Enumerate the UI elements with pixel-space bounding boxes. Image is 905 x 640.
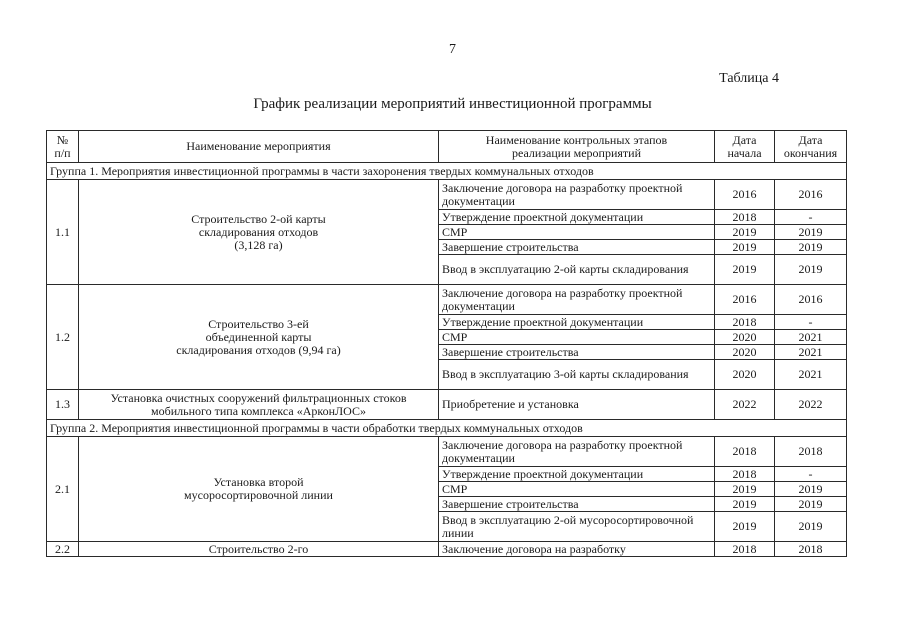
item-number: 1.2 bbox=[47, 285, 79, 390]
document-title: График реализации мероприятий инвестиционной программы bbox=[253, 96, 652, 112]
start-date: 2016 bbox=[715, 180, 775, 210]
stage-name: Утверждение проектной документации bbox=[439, 315, 715, 330]
end-date: 2016 bbox=[775, 180, 847, 210]
end-date: 2018 bbox=[775, 437, 847, 467]
start-date: 2018 bbox=[715, 437, 775, 467]
start-date: 2018 bbox=[715, 542, 775, 557]
group-title: Группа 1. Мероприятия инвестиционной программы в части захоронения твердых коммунальных отходов bbox=[47, 163, 847, 180]
end-date: 2022 bbox=[775, 390, 847, 420]
header-event: Наименование мероприятия bbox=[79, 131, 439, 163]
start-date: 2019 bbox=[715, 225, 775, 240]
start-date: 2020 bbox=[715, 330, 775, 345]
header-end: Дата окончания bbox=[775, 131, 847, 163]
end-date: 2021 bbox=[775, 360, 847, 390]
start-date: 2019 bbox=[715, 240, 775, 255]
start-date: 2018 bbox=[715, 210, 775, 225]
table-body bbox=[47, 163, 847, 557]
item-number: 1.3 bbox=[47, 390, 79, 420]
group-row bbox=[47, 163, 847, 180]
start-date: 2018 bbox=[715, 315, 775, 330]
stage-name: Утверждение проектной документации bbox=[439, 210, 715, 225]
stage-name: Заключение договора на разработку проектной документации bbox=[439, 285, 715, 315]
start-date: 2016 bbox=[715, 285, 775, 315]
item-name: Строительство 3-ей объединенной карты складирования отходов (9,94 га) bbox=[79, 285, 439, 390]
end-date: 2018 bbox=[775, 542, 847, 557]
stage-name: Ввод в эксплуатацию 2-ой карты складирования bbox=[439, 255, 715, 285]
start-date: 2020 bbox=[715, 345, 775, 360]
group-row bbox=[47, 420, 847, 437]
item-name: Установка второй мусоросортировочной линии bbox=[79, 437, 439, 542]
stage-name: Завершение строительства bbox=[439, 240, 715, 255]
start-date: 2018 bbox=[715, 467, 775, 482]
stage-name: Завершение строительства bbox=[439, 345, 715, 360]
stage-name: СМР bbox=[439, 330, 715, 345]
stage-name: Заключение договора на разработку проектной документации bbox=[439, 180, 715, 210]
stage-name: Ввод в эксплуатацию 3-ой карты складирования bbox=[439, 360, 715, 390]
page-number: 7 bbox=[449, 42, 456, 57]
start-date: 2020 bbox=[715, 360, 775, 390]
end-date: 2019 bbox=[775, 255, 847, 285]
stage-name: СМР bbox=[439, 225, 715, 240]
end-date: 2019 bbox=[775, 482, 847, 497]
stage-name: Завершение строительства bbox=[439, 497, 715, 512]
table-row bbox=[47, 180, 847, 210]
item-name: Установка очистных сооружений фильтрационных стоков мобильного типа комплекса «АрконЛОС» bbox=[79, 390, 439, 420]
stage-name: СМР bbox=[439, 482, 715, 497]
end-date: 2019 bbox=[775, 497, 847, 512]
end-date: - bbox=[775, 210, 847, 225]
item-number: 2.1 bbox=[47, 437, 79, 542]
header-num: № п/п bbox=[47, 131, 79, 163]
header-stage: Наименование контрольных этапов реализации мероприятий bbox=[439, 131, 715, 163]
stage-name: Ввод в эксплуатацию 2-ой мусоросортировочной линии bbox=[439, 512, 715, 542]
start-date: 2019 bbox=[715, 497, 775, 512]
schedule-table bbox=[46, 130, 847, 557]
start-date: 2022 bbox=[715, 390, 775, 420]
stage-name: Приобретение и установка bbox=[439, 390, 715, 420]
table-row bbox=[47, 437, 847, 467]
item-name: Строительство 2-го bbox=[79, 542, 439, 557]
stage-name: Утверждение проектной документации bbox=[439, 467, 715, 482]
end-date: 2019 bbox=[775, 240, 847, 255]
table-label: Таблица 4 bbox=[719, 71, 779, 86]
item-name: Строительство 2-ой карты складирования отходов (3,128 га) bbox=[79, 180, 439, 285]
start-date: 2019 bbox=[715, 482, 775, 497]
table-row bbox=[47, 542, 847, 557]
end-date: 2016 bbox=[775, 285, 847, 315]
stage-name: Заключение договора на разработку проектной документации bbox=[439, 437, 715, 467]
item-number: 2.2 bbox=[47, 542, 79, 557]
group-title: Группа 2. Мероприятия инвестиционной программы в части обработки твердых коммунальных отходов bbox=[47, 420, 847, 437]
end-date: 2021 bbox=[775, 345, 847, 360]
table-row bbox=[47, 390, 847, 420]
table-row bbox=[47, 285, 847, 315]
end-date: - bbox=[775, 315, 847, 330]
start-date: 2019 bbox=[715, 255, 775, 285]
end-date: 2019 bbox=[775, 512, 847, 542]
header-start: Дата начала bbox=[715, 131, 775, 163]
end-date: 2021 bbox=[775, 330, 847, 345]
stage-name: Заключение договора на разработку bbox=[439, 542, 715, 557]
end-date: - bbox=[775, 467, 847, 482]
header-row bbox=[47, 131, 847, 163]
item-number: 1.1 bbox=[47, 180, 79, 285]
start-date: 2019 bbox=[715, 512, 775, 542]
end-date: 2019 bbox=[775, 225, 847, 240]
